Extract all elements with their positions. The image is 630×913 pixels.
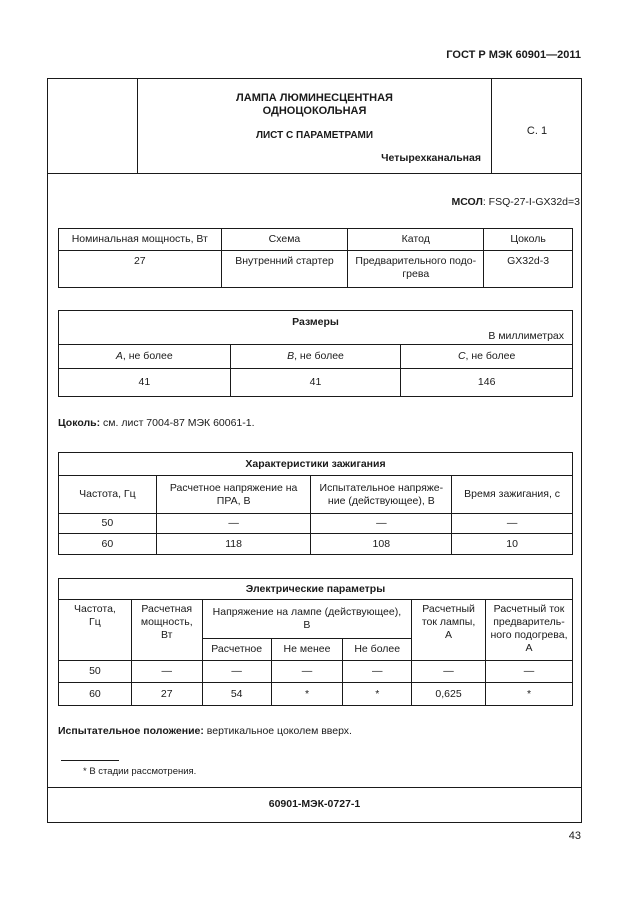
header-el-voltage: Напряжение на лампе (действующее), В	[202, 600, 411, 639]
value-dim-a: 41	[59, 369, 231, 397]
dim-b-suffix: , не более	[294, 350, 344, 362]
cap-note-text: см. лист 7004-87 МЭК 60061-1.	[100, 417, 255, 429]
msol-designation	[451, 196, 580, 208]
header-ign-test-voltage: Испытательное напряже- ние (действующее), В	[311, 476, 452, 514]
dim-c-suffix: , не более	[465, 350, 516, 362]
ign-cell: 60	[59, 534, 157, 555]
ign-cell: 118	[156, 534, 311, 555]
el-cell: 50	[59, 661, 132, 683]
dimensions-title-cell	[59, 311, 573, 345]
ign-cell: 108	[311, 534, 452, 555]
el-cell: *	[486, 683, 573, 706]
el-cell: —	[131, 661, 202, 683]
dim-c-var: C	[457, 350, 466, 362]
header-ign-time: Время зажигания, с	[452, 476, 573, 514]
footnote-rule	[61, 760, 119, 761]
header-divider	[47, 173, 582, 174]
cap-note	[58, 417, 255, 429]
dimensions-title: Размеры	[292, 316, 339, 328]
test-position-note	[58, 725, 352, 737]
header-el-voltage-rated: Расчетное	[202, 639, 271, 661]
el-cell: —	[343, 661, 412, 683]
dimensions-table	[58, 310, 573, 397]
header-ign-frequency: Частота, Гц	[59, 476, 157, 514]
dim-a-suffix: , не более	[122, 350, 173, 362]
header-rated-power: Номинальная мощность, Вт	[59, 229, 222, 251]
header-el-power: Расчетная мощность, Вт	[131, 600, 202, 661]
test-position-text: вертикальное цоколем вверх.	[203, 725, 352, 737]
header-el-frequency: Частота, Гц	[59, 600, 132, 661]
dim-a-var: A	[115, 350, 123, 362]
document-code: ГОСТ Р МЭК 60901—2011	[446, 49, 581, 61]
el-cell: —	[412, 661, 486, 683]
header-left-cell	[47, 78, 138, 173]
electrical-table	[58, 578, 573, 706]
dim-b-var: B	[287, 350, 295, 362]
lamp-variant: Четырехканальная	[381, 152, 481, 164]
test-position-label: Испытательное положение:	[58, 725, 204, 737]
value-cap: GX32d-3	[484, 251, 573, 288]
header-title-cell	[138, 78, 492, 173]
ignition-title: Характеристики зажигания	[59, 453, 573, 476]
el-cell: 54	[202, 683, 271, 706]
table-row	[59, 683, 573, 706]
table-row	[59, 514, 573, 534]
header-el-voltage-max: Не более	[343, 639, 412, 661]
header-circuit: Схема	[221, 229, 348, 251]
header-cathode: Катод	[348, 229, 484, 251]
table-row	[59, 661, 573, 683]
basic-parameters-table	[58, 228, 573, 288]
value-cathode: Предварительного подо- грева	[348, 251, 484, 288]
el-cell: 0,625	[412, 683, 486, 706]
sheet-subtitle: ЛИСТ С ПАРАМЕТРАМИ	[255, 130, 374, 141]
ignition-table	[58, 452, 573, 555]
footer-divider	[47, 787, 582, 788]
ign-cell: —	[311, 514, 452, 534]
msol-label: МСОЛ	[451, 196, 483, 208]
dimensions-unit: В миллиметрах	[488, 330, 564, 342]
table-row	[59, 534, 573, 555]
el-cell: —	[486, 661, 573, 683]
sheet-title-line2: ОДНОЦОКОЛЬНАЯ	[262, 105, 367, 117]
electrical-title: Электрические параметры	[59, 579, 573, 600]
header-dim-b	[230, 345, 401, 369]
ign-cell: —	[452, 514, 573, 534]
sheet-code: 60901-МЭК-0727-1	[268, 798, 361, 810]
sheet-frame	[47, 78, 582, 823]
value-circuit: Внутренний стартер	[221, 251, 348, 288]
el-cell: *	[343, 683, 412, 706]
header-el-current: Расчетный ток лампы, А	[412, 600, 486, 661]
header-dim-c	[401, 345, 573, 369]
sheet-title	[138, 92, 491, 118]
header-ign-ballast-voltage: Расчетное напряжение на ПРА, В	[156, 476, 311, 514]
footnote: * В стадии рассмотрения.	[83, 766, 197, 777]
el-cell: —	[202, 661, 271, 683]
sheet-page-number: С. 1	[526, 125, 548, 137]
cap-note-label: Цоколь:	[58, 417, 101, 429]
value-dim-b: 41	[230, 369, 401, 397]
el-cell: —	[271, 661, 343, 683]
value-dim-c: 146	[401, 369, 573, 397]
value-rated-power: 27	[59, 251, 222, 288]
el-cell: *	[271, 683, 343, 706]
header-dim-a	[59, 345, 231, 369]
el-cell: 60	[59, 683, 132, 706]
page-number: 43	[568, 830, 581, 842]
msol-value: : FSQ-27-I-GX32d=3	[482, 196, 580, 208]
ign-cell: —	[156, 514, 311, 534]
ign-cell: 10	[452, 534, 573, 555]
el-cell: 27	[131, 683, 202, 706]
header-el-preheat: Расчетный ток предваритель- ного подогрева, А	[486, 600, 573, 661]
header-el-voltage-min: Не менее	[271, 639, 343, 661]
header-cap: Цоколь	[484, 229, 573, 251]
sheet-title-line1: ЛАМПА ЛЮМИНЕСЦЕНТНАЯ	[236, 92, 393, 104]
ign-cell: 50	[59, 514, 157, 534]
